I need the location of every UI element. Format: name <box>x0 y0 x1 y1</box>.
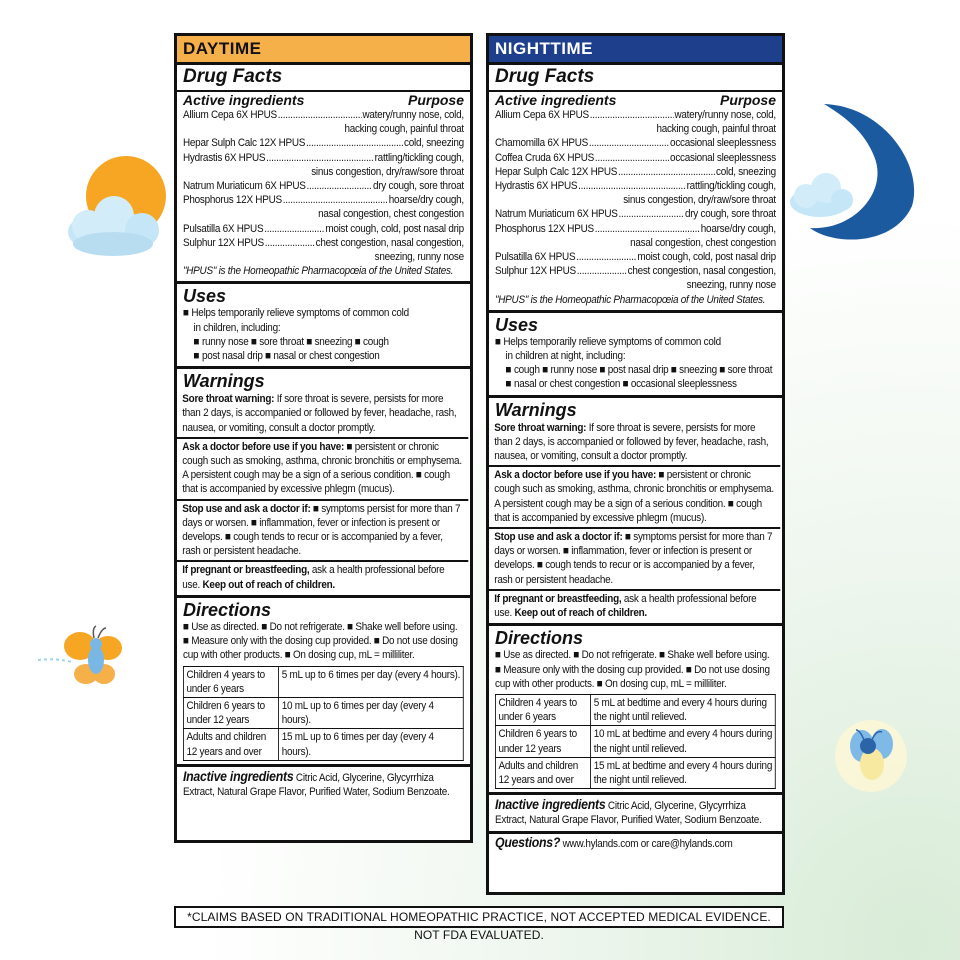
ingredient-row <box>495 108 776 122</box>
uses-title: Uses <box>495 314 539 335</box>
ask-doctor-warning <box>177 439 468 501</box>
ask-doctor-text: ■ persistent or chronic cough such as smoking, asthma, chronic bronchitis or emphysema. A persistent cough may be a sign of a serious condition. ■ cough that is accompanied by excessive phlegm (mucus). <box>494 469 774 524</box>
ingredient-name: Hepar Sulph Calc 12X HPUS <box>495 165 618 178</box>
dosing-amount: 5 mL at bedtime and every 4 hours during the night until relieved. <box>591 694 776 725</box>
inactive-ingredients-section <box>177 767 470 802</box>
ingredient-row <box>495 179 776 193</box>
uses-section <box>177 284 470 369</box>
ingredient-purpose-continued: nasal congestion, chest congestion <box>630 236 776 249</box>
ingredient-name: Sulphur 12X HPUS <box>495 265 576 278</box>
ingredient-row <box>183 136 464 150</box>
inactive-text: Citric Acid, Glycerine, Glycyrrhiza Extract, Natural Grape Flavor, Purified Water, Sodium Benzoate. <box>495 800 762 827</box>
dosing-amount: 15 mL up to 6 times per day (every 4 hours). <box>279 729 464 760</box>
ingredient-name: Sulphur 12X HPUS <box>183 236 264 249</box>
ingredient-name: Phosphorus 12X HPUS <box>183 194 282 207</box>
ingredient-name: Natrum Muriaticum 6X HPUS <box>183 180 306 193</box>
drug-facts-title: Drug Facts <box>177 65 470 92</box>
ingredient-row <box>495 165 776 179</box>
dot-leader <box>576 250 636 264</box>
ingredient-purpose: moist cough, cold, post nasal drip <box>325 222 464 235</box>
stop-use-label: Stop use and ask a doctor if: <box>182 502 311 515</box>
ingredient-name: Hepar Sulph Calc 12X HPUS <box>183 137 306 150</box>
ingredient-purpose: occasional sleeplessness <box>670 151 776 164</box>
dot-leader <box>278 108 362 122</box>
dosing-row <box>495 726 775 757</box>
butterfly-icon <box>36 622 136 694</box>
inactive-ingredients-section <box>489 795 782 833</box>
dot-leader <box>595 151 669 165</box>
ingredient-name: Coffea Cruda 6X HPUS <box>495 151 594 164</box>
uses-intro-2: in children, including: <box>193 321 281 334</box>
ingredient-purpose-continued: sneezing, runny nose <box>374 251 464 264</box>
ingredient-row <box>495 136 776 150</box>
ingredient-name: Allium Cepa 6X HPUS <box>495 109 589 121</box>
directions-section <box>177 598 470 767</box>
daytime-header: DAYTIME <box>177 36 470 65</box>
hpus-note: "HPUS" is the Homeopathic Pharmacopœia of the United States. <box>495 293 766 306</box>
inactive-text: Citric Acid, Glycerine, Glycyrrhiza Extract, Natural Grape Flavor, Purified Water, Sodium Benzoate. <box>183 771 450 798</box>
questions-label: Questions? <box>495 833 561 850</box>
pregnancy-label: If pregnant or breastfeeding, <box>182 564 310 577</box>
active-ingredients-section <box>177 65 470 284</box>
keep-out-of-reach: Keep out of reach of children. <box>202 578 335 591</box>
uses-line-2: ■ nasal or chest congestion ■ occasional sleeplessness <box>495 377 776 391</box>
active-ingredients-section <box>489 65 782 313</box>
ingredient-name: Natrum Muriaticum 6X HPUS <box>495 208 618 221</box>
stop-use-warning <box>177 501 468 563</box>
inactive-label: Inactive ingredients <box>183 767 294 784</box>
dosing-row <box>495 694 775 725</box>
purpose-label: Purpose <box>407 92 464 108</box>
dot-leader <box>619 207 685 221</box>
dosing-age: Children 4 years to under 6 years <box>183 666 278 697</box>
dot-leader <box>307 179 373 193</box>
ingredient-purpose: chest congestion, nasal congestion, <box>627 265 776 278</box>
ingredient-row <box>495 222 776 236</box>
pregnancy-label: If pregnant or breastfeeding, <box>494 592 622 605</box>
active-ingredients-heading <box>183 92 464 108</box>
hpus-note: "HPUS" is the Homeopathic Pharmacopœia of the United States. <box>183 265 454 278</box>
dosing-age: Adults and children 12 years and over <box>495 757 590 788</box>
ingredient-purpose: moist cough, cold, post nasal drip <box>637 251 776 264</box>
dosing-age: Children 4 years to under 6 years <box>495 694 590 725</box>
sore-throat-label: Sore throat warning: <box>182 393 275 406</box>
uses-title: Uses <box>183 286 227 307</box>
inactive-label: Inactive ingredients <box>495 796 606 813</box>
uses-intro: ■ Helps temporarily relieve symptoms of common cold <box>495 335 776 349</box>
ingredient-name: Hydrastis 6X HPUS <box>183 151 266 164</box>
ingredient-purpose: hoarse/dry cough, <box>700 222 776 235</box>
ingredient-row <box>495 207 776 221</box>
dot-leader <box>266 151 374 165</box>
ingredient-purpose: watery/runny nose, cold, <box>674 109 776 121</box>
pregnancy-warning <box>177 562 468 593</box>
ask-doctor-text: ■ persistent or chronic cough such as smoking, asthma, chronic bronchitis or emphysema. A persistent cough may be a sign of a serious condition. ■ cough that is accompanied by excessive phlegm (mucus). <box>182 440 462 496</box>
dosing-row <box>183 666 463 697</box>
ingredient-row <box>183 193 464 207</box>
uses-line-2: ■ post nasal drip ■ nasal or chest congestion <box>183 349 464 363</box>
ingredient-purpose-continued: nasal congestion, chest congestion <box>318 208 464 221</box>
dot-leader <box>590 108 674 122</box>
ingredient-name: Phosphorus 12X HPUS <box>495 222 594 235</box>
ingredient-purpose-continued: sneezing, runny nose <box>686 279 776 292</box>
dot-leader <box>283 193 388 207</box>
active-ingredients-label: Active ingredients <box>495 92 617 108</box>
uses-line-1: ■ runny nose ■ sore throat ■ sneezing ■ cough <box>183 335 464 349</box>
ingredient-name: Chamomilla 6X HPUS <box>495 137 589 150</box>
directions-text: ■ Use as directed. ■ Do not refrigerate. ■ Shake well before using. ■ Measure only with the dosing cup provided. ■ Do not use dosing cup with other products. ■ On dosing cup, mL = milliliter. <box>183 620 458 662</box>
active-ingredients-label: Active ingredients <box>183 92 305 108</box>
purpose-label: Purpose <box>719 92 776 108</box>
pregnancy-warning <box>489 591 780 622</box>
ingredient-purpose: occasional sleeplessness <box>670 137 776 150</box>
ingredient-row <box>183 222 464 236</box>
moon-icon <box>784 96 924 256</box>
dosing-amount: 10 mL up to 6 times per day (every 4 hours). <box>279 697 464 728</box>
dosing-amount: 15 mL at bedtime and every 4 hours during the night until relieved. <box>591 757 776 788</box>
questions-section <box>489 834 782 852</box>
ingredient-name: Hydrastis 6X HPUS <box>495 180 578 193</box>
questions-contact-link[interactable]: www.hylands.com or care@hylands.com <box>562 837 733 850</box>
ingredient-row <box>495 250 776 264</box>
dot-leader <box>577 264 627 278</box>
dosing-amount: 5 mL up to 6 times per day (every 4 hours). <box>279 666 464 697</box>
ingredient-purpose: cold, sneezing <box>716 165 776 178</box>
nighttime-panel <box>486 33 785 895</box>
dosing-amount: 10 mL at bedtime and every 4 hours during the night until relieved. <box>591 726 776 757</box>
stop-use-text: ■ symptoms persist for more than 7 days or worsen. ■ inflammation, fever or infection is present or develops. ■ cough tends to recur or is accompanied by a fever, rash or persistent headache. <box>182 502 461 558</box>
ingredient-row <box>183 179 464 193</box>
warnings-section <box>489 398 782 627</box>
ingredient-purpose: rattling/tickling cough, <box>374 151 464 164</box>
ask-doctor-label: Ask a doctor before use if you have: <box>494 469 657 482</box>
ingredient-purpose: cold, sneezing <box>404 137 464 150</box>
dosing-age: Children 6 years to under 12 years <box>495 726 590 757</box>
warnings-section <box>177 369 470 598</box>
ingredient-list <box>183 108 464 264</box>
dosing-row <box>495 757 775 788</box>
drug-facts-title: Drug Facts <box>489 65 782 92</box>
ingredient-purpose: dry cough, sore throat <box>684 208 776 221</box>
nighttime-header: NIGHTTIME <box>489 36 782 65</box>
ingredient-row <box>495 264 776 278</box>
ingredient-purpose: rattling/tickling cough, <box>686 180 776 193</box>
stop-use-label: Stop use and ask a doctor if: <box>494 531 623 544</box>
dot-leader <box>595 222 700 236</box>
dot-leader <box>589 136 669 150</box>
sun-icon <box>58 140 178 270</box>
dot-leader <box>306 136 403 150</box>
sore-throat-label: Sore throat warning: <box>494 421 587 434</box>
ingredient-name: Pulsatilla 6X HPUS <box>495 251 576 264</box>
ingredient-purpose: chest congestion, nasal congestion, <box>315 236 464 249</box>
directions-title: Directions <box>495 628 584 649</box>
warnings-title: Warnings <box>495 399 577 420</box>
dosing-table <box>495 694 776 789</box>
ingredient-row <box>183 236 464 250</box>
daytime-panel <box>174 33 473 843</box>
sore-throat-text: If sore throat is severe, persists for more than 2 days, is accompanied or followed by fever, headache, rash, nausea, or vomiting, consult a doctor promptly. <box>494 421 769 463</box>
warnings-title: Warnings <box>183 371 265 392</box>
dosing-age: Children 6 years to under 12 years <box>183 697 278 728</box>
dosing-age: Adults and children 12 years and over <box>183 729 278 760</box>
ingredient-purpose-continued: sinus congestion, dry/raw/sore throat <box>311 165 464 178</box>
pregnancy-text: ask a health professional before use. <box>494 592 757 620</box>
stop-use-text: ■ symptoms persist for more than 7 days or worsen. ■ inflammation, fever or infection is present or develops. ■ cough tends to recur or is accompanied by a fever, rash or persistent headache. <box>494 531 773 586</box>
uses-intro: ■ Helps temporarily relieve symptoms of common cold <box>183 306 464 320</box>
dot-leader <box>265 236 315 250</box>
active-ingredients-heading <box>495 92 776 108</box>
uses-intro-2: in children at night, including: <box>505 350 626 363</box>
stop-use-warning <box>489 529 780 591</box>
dot-leader <box>618 165 715 179</box>
ingredient-purpose: hoarse/dry cough, <box>388 194 464 207</box>
sore-throat-text: If sore throat is severe, persists for more than 2 days, is accompanied or followed by fever, headache, rash, nausea, or vomiting, consult a doctor promptly. <box>182 393 457 434</box>
sore-throat-warning <box>489 420 780 468</box>
ingredient-row <box>183 151 464 165</box>
directions-text: ■ Use as directed. ■ Do not refrigerate. ■ Shake well before using. ■ Measure only with the dosing cup provided. ■ Do not use dosing cup with other products. ■ On dosing cup, mL = milliliter. <box>495 649 770 690</box>
ingredient-purpose: dry cough, sore throat <box>372 180 464 193</box>
ingredient-list <box>495 108 776 293</box>
ingredient-purpose-continued: hacking cough, painful throat <box>344 123 464 136</box>
dosing-row <box>183 697 463 728</box>
ingredient-purpose: watery/runny nose, cold, <box>362 109 464 121</box>
ingredient-row <box>495 151 776 165</box>
ingredient-name: Allium Cepa 6X HPUS <box>183 109 277 121</box>
ingredient-purpose-continued: sinus congestion, dry/raw/sore throat <box>623 194 776 207</box>
dosing-table <box>183 666 464 761</box>
ask-doctor-warning <box>489 467 780 529</box>
sore-throat-warning <box>177 391 468 439</box>
directions-section <box>489 626 782 795</box>
ask-doctor-label: Ask a doctor before use if you have: <box>182 440 345 453</box>
pregnancy-text: ask a health professional before use. <box>182 564 445 591</box>
ingredient-row <box>183 108 464 122</box>
cloud-icon <box>790 173 853 217</box>
keep-out-of-reach: Keep out of reach of children. <box>514 607 647 620</box>
directions-title: Directions <box>183 599 272 620</box>
dot-leader <box>578 179 686 193</box>
uses-section <box>489 313 782 398</box>
dot-leader <box>264 222 324 236</box>
ingredient-purpose-continued: hacking cough, painful throat <box>656 123 776 136</box>
uses-line-1: ■ cough ■ runny nose ■ post nasal drip ■ sneezing ■ sore throat <box>495 363 776 377</box>
disclaimer-footer: *CLAIMS BASED ON TRADITIONAL HOMEOPATHIC PRACTICE, NOT ACCEPTED MEDICAL EVIDENCE. NOT FDA EVALUATED. <box>174 906 784 928</box>
dosing-row <box>183 729 463 760</box>
firefly-icon <box>826 710 916 800</box>
ingredient-name: Pulsatilla 6X HPUS <box>183 222 264 235</box>
